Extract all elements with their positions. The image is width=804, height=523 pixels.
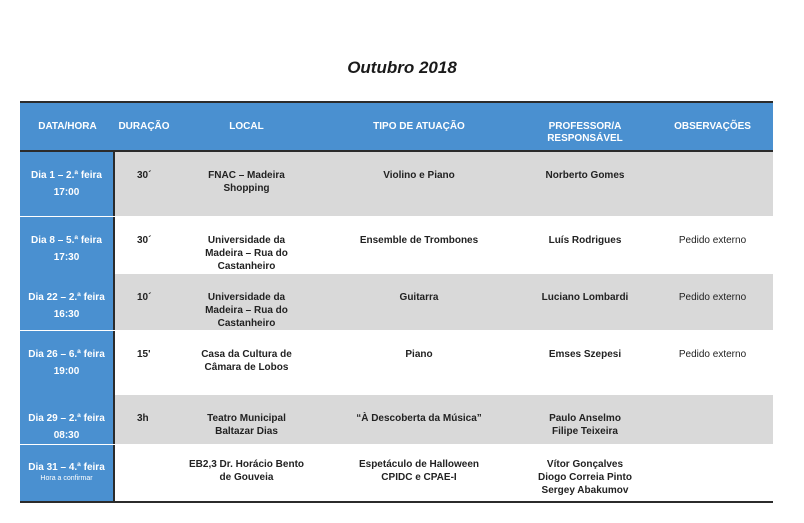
teacher-line: Luciano Lombardi [541, 292, 629, 303]
location-cell [173, 395, 320, 444]
teacher-line: Norberto Gomes [545, 170, 625, 181]
teacher-cell [518, 274, 652, 330]
time-text: 17:30 [53, 252, 80, 263]
location-line: Baltazar Dias [215, 426, 278, 437]
location-line: Teatro Municipal [207, 413, 286, 424]
header-teacher [518, 103, 652, 150]
duration-cell: 10´ [115, 274, 173, 330]
date-text: Dia 8 – 5.ª feira [31, 235, 102, 246]
location-line: FNAC – Madeira [208, 170, 285, 181]
date-cell [20, 274, 115, 330]
location-cell [173, 152, 320, 216]
notes-cell [652, 395, 773, 444]
table-row [20, 445, 773, 501]
header-duration: DURAÇÃO [118, 121, 170, 132]
notes-cell [652, 445, 773, 501]
location-line: Castanheiro [217, 318, 276, 329]
date-text: Dia 31 – 4.ª feira [28, 462, 105, 473]
location-line: EB2,3 Dr. Horácio Bento [188, 459, 305, 470]
location-line: Shopping [223, 183, 270, 194]
teacher-cell [518, 217, 652, 274]
time-text: 16:30 [53, 309, 80, 320]
header-teacher-line2: RESPONSÁVEL [547, 133, 623, 144]
table-header [20, 103, 773, 152]
date-cell [20, 445, 115, 501]
date-text: Dia 1 – 2.ª feira [31, 170, 102, 181]
schedule-table [20, 101, 773, 503]
date-cell [20, 152, 115, 216]
teacher-cell [518, 445, 652, 501]
table-row [20, 395, 773, 445]
type-line: Espetáculo de Halloween [358, 459, 480, 470]
teacher-cell [518, 395, 652, 444]
date-cell [20, 395, 115, 444]
date-text: Dia 26 – 6.ª feira [28, 349, 105, 360]
type-line: Guitarra [399, 292, 439, 303]
location-line: Madeira – Rua do [205, 305, 288, 316]
duration-cell: 3h [115, 395, 173, 444]
type-line: Piano [405, 349, 433, 360]
notes-cell: Pedido externo [678, 349, 747, 360]
type-line: “À Descoberta da Música” [356, 413, 482, 424]
header-notes: OBSERVAÇÕES [674, 121, 751, 132]
header-teacher-line1: PROFESSOR/A [548, 121, 622, 132]
duration-cell: 30´ [137, 235, 152, 246]
location-line: de Gouveia [219, 472, 274, 483]
type-cell [320, 152, 518, 216]
table-row [20, 217, 773, 274]
type-line: Ensemble de Trombones [359, 235, 479, 246]
table-row [20, 331, 773, 395]
location-cell [173, 274, 320, 330]
location-line: Castanheiro [217, 261, 276, 272]
date-cell [20, 331, 115, 395]
table-row [20, 274, 773, 331]
location-line: Casa da Cultura de [201, 349, 292, 360]
date-cell [20, 217, 115, 274]
location-line: Câmara de Lobos [204, 362, 289, 373]
time-text: 19:00 [53, 366, 80, 377]
table-row [20, 152, 773, 217]
type-line: Violino e Piano [383, 170, 455, 181]
teacher-line: Luís Rodrigues [548, 235, 622, 246]
date-text: Dia 22 – 2.ª feira [28, 292, 105, 303]
teacher-cell [518, 331, 652, 395]
header-type: TIPO DE ATUAÇÃO [373, 121, 465, 132]
teacher-line: Paulo Anselmo [549, 413, 621, 424]
duration-cell [115, 445, 173, 501]
notes-cell: Pedido externo [678, 235, 747, 246]
teacher-line: Sergey Abakumov [541, 485, 629, 496]
header-date: DATA/HORA [38, 121, 97, 132]
location-line: Universidade da [207, 292, 286, 303]
location-line: Madeira – Rua do [205, 248, 288, 259]
duration-cell: 30´ [115, 152, 173, 216]
time-text: 08:30 [53, 430, 80, 441]
time-text: 17:00 [53, 187, 80, 198]
type-cell [320, 445, 518, 501]
teacher-cell [518, 152, 652, 216]
duration-cell: 15' [137, 349, 151, 360]
type-cell [320, 217, 518, 274]
location-cell [173, 445, 320, 501]
type-cell [320, 331, 518, 395]
teacher-line: Emses Szepesi [548, 349, 622, 360]
teacher-line: Vítor Gonçalves [546, 459, 624, 470]
location-cell [173, 217, 320, 274]
page-title: Outubro 2018 [347, 58, 457, 77]
header-location: LOCAL [229, 121, 264, 132]
type-cell [320, 395, 518, 444]
teacher-line: Filipe Teixeira [552, 426, 618, 437]
location-line: Universidade da [207, 235, 286, 246]
teacher-line: Diogo Correia Pinto [538, 472, 632, 483]
date-text: Dia 29 – 2.ª feira [28, 413, 105, 424]
type-line: CPIDC e CPAE-I [381, 472, 457, 483]
type-cell [320, 274, 518, 330]
notes-cell [652, 152, 773, 216]
location-cell [173, 331, 320, 395]
time-text: Hora a confirmar [40, 475, 93, 482]
notes-cell: Pedido externo [652, 274, 773, 330]
